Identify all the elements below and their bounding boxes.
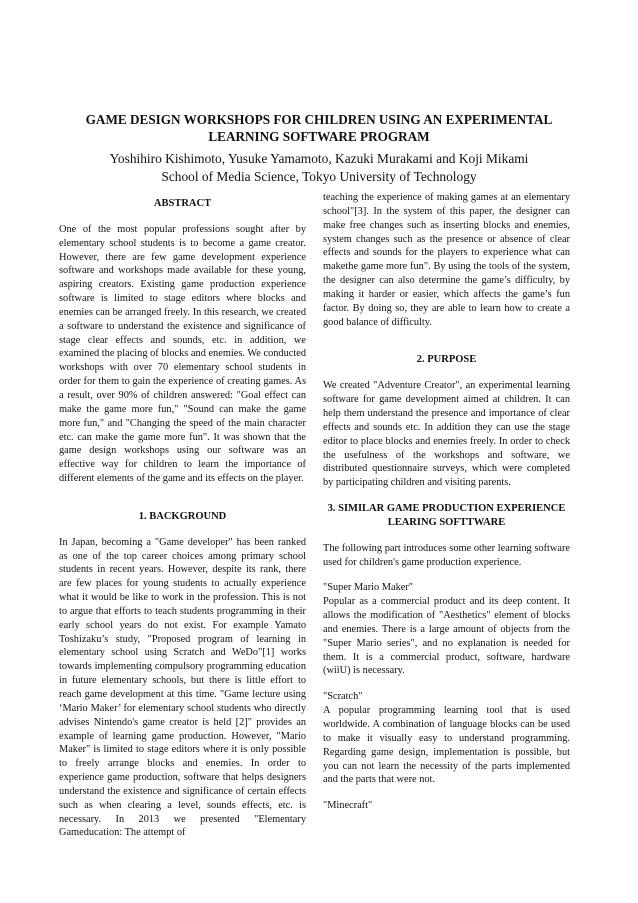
right-column (323, 191, 570, 813)
purpose-text: We created "Adventure Creator", an experimental learning software for game development aimed at children. It can help them understand the presence and importance of clear effects and sounds etc. In addition they can use the stage editor to place blocks and enemies freely. In order to check the usefulness of the workshops and software, we distributed questionnaire surveys, which were completed by participating children and visiting parents. (323, 380, 570, 489)
scratch-name: "Scratch" (323, 691, 363, 703)
background-text: In Japan, becoming a "Game developer" has been ranked as one of the top career choices among primary school students in recent years. However, despite its rank, there are few places for young students to actually experience what it would be like to work in the profession. This is not to argue that efforts to teach students programming in their early school years do not exist. For example Yamato Toshizaku’s study, "Proposed program of learning in elementary school using Scratch and WeDo"[1] works towards implementing compulsory programming education in future elementary schools, but there is little effort to reach game development at this time. "Game lecture using ‘Mario Maker’ for elementary school students who directly advises Nintendo's game creator is held [2]" provides an example of learning game production. However, "Mario Maker" is limited to stage editors where it is only possible to freely arrange blocks and enemies. In order to experience game production, software that helps designers understand the existence and significance of certain effects such as when clearing a level, sounds effects, etc. is necessary. In 2013 we presented "Elementary Gameducation: The attempt of (59, 536, 306, 839)
left-column (59, 197, 306, 852)
similar-software-heading (323, 502, 570, 530)
title-line-1: GAME DESIGN WORKSHOPS FOR CHILDREN USING AN EXPERIMENTAL (85, 112, 553, 127)
minecraft-name: "Minecraft" (323, 800, 373, 812)
purpose-heading: 2. PURPOSE (416, 354, 477, 366)
author-block (40, 150, 598, 186)
background-text-continued: teaching the experience of making games at an elementary school"[3]. In the system of this paper, the designer can make free changes such as inserting blocks and enemies, system changes such as the presence or absence of clear effects and sounds for the players to experience what can makethe game more fun". By using the tools of the system, the designer can also determine the game’s difficulty, by making it harder or easier, which affects the game’s fun factor. By doing so, they are able to learn how to create a good balance of difficulty. (323, 192, 570, 328)
scratch-description: A popular programming learning tool that is used worldwide. A combination of language blocks can be used to make it visually easy to understand programming. Regarding game design, implementation is possible, but you can not learn the necessity of the parts implemented and the parts that were not. (323, 705, 570, 786)
mario-maker-description: Popular as a commercial product and its deep content. It allows the modification of "Aesthetics" element of blocks and enemies. There is a large amount of objects from the "Super Mario series", and no explanation is needed for them. It is a commercial product, software, hardware (wiiU) is necessary. (323, 596, 570, 677)
similar-heading-line-2: LEARING SOFTTWARE (387, 516, 506, 528)
author-names: Yoshihiro Kishimoto, Yusuke Yamamoto, Kazuki Murakami and Koji Mikami (109, 151, 529, 166)
background-heading: 1. BACKGROUND (138, 510, 227, 522)
abstract-heading: ABSTRACT (153, 198, 212, 209)
title-line-2: LEARNING SOFTWARE PROGRAM (208, 129, 430, 144)
abstract-text: One of the most popular professions sought after by elementary school students is to become a game creator. However, there are few game development experience software and workshops made available for these young, aspiring creators. Existing game production experience software is limited to stage editors where blocks and enemies can be arranged freely. In this research, we created a software to understand the existence and significance of stage clear effects and sounds, etc. in addition, we examined the placing of blocks and enemies. We conducted workshops with over 70 elementary school students in order for them to gain the experience of creating games. As a result, over 90% of children answered: "Goal effect can make the game more fun," "Sound can make the game more fun," and "Changing the speed of the main character etc. can make the game more fun". It was shown that the game design workshops using our software was an effective way for children to learn the importance of different elements of the game and its effects on the player. (59, 223, 306, 485)
mario-maker-name: "Super Mario Maker" (323, 582, 414, 594)
similar-intro-text: The following part introduces some other learning software used for children's game production experience. (323, 542, 570, 568)
paper-title (40, 111, 598, 145)
similar-heading-line-1: 3. SIMILAR GAME PRODUCTION EXPERIENCE (327, 503, 566, 515)
author-affiliation: School of Media Science, Tokyo University of Technology (161, 169, 477, 184)
